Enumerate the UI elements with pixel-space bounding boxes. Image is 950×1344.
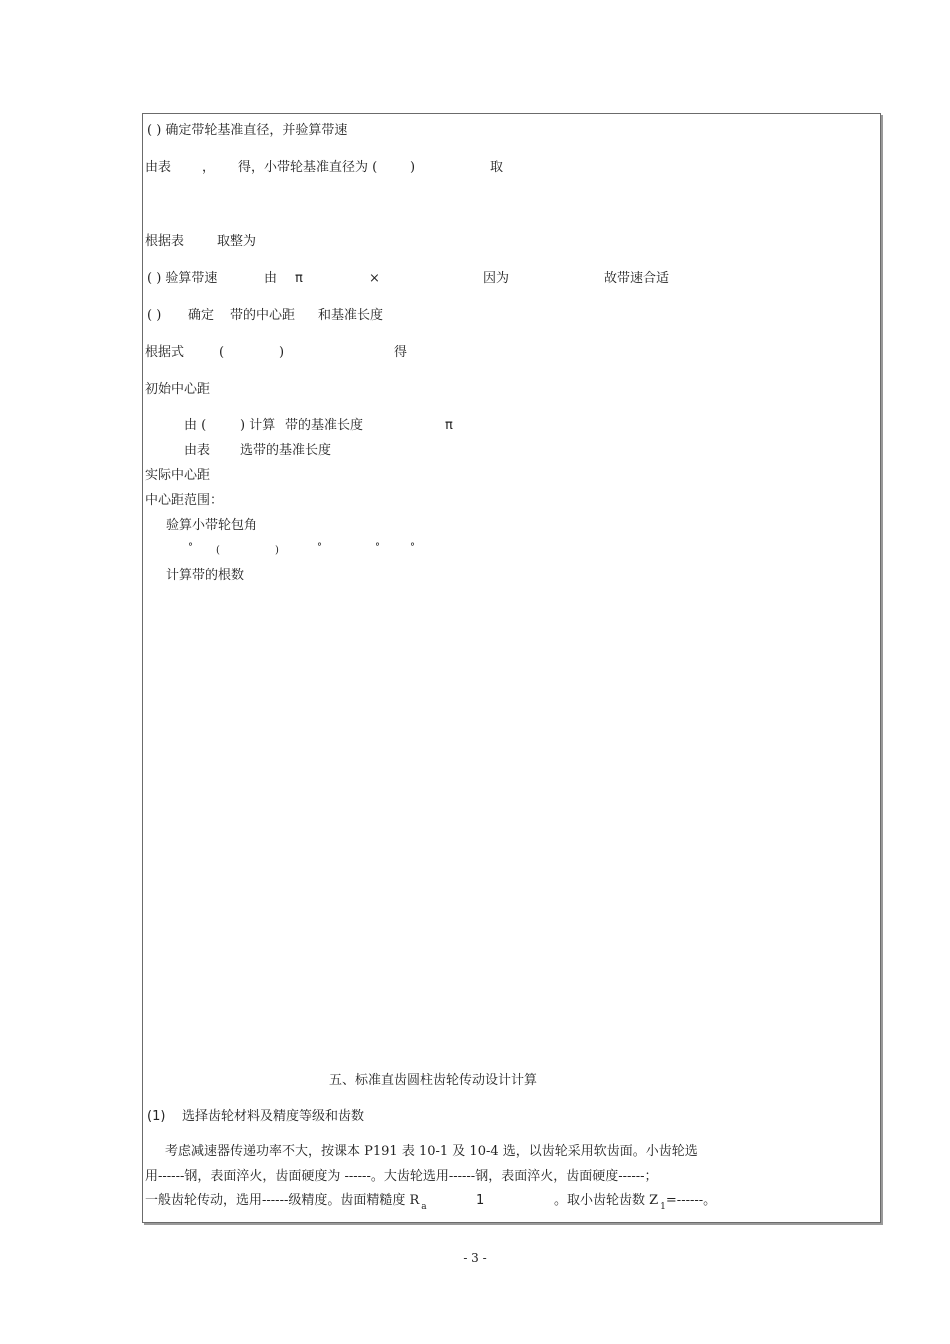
text-by-paren: 由 (: [184, 418, 207, 433]
paragraph-line-3: [145, 1193, 427, 1215]
text-actual-center-distance: 实际中心距: [145, 468, 211, 483]
text-small-pulley-diameter: 得，小带轮基准直径为 (: [238, 160, 378, 175]
roughness-value: 1: [476, 1193, 485, 1208]
symbol-degree: °: [317, 542, 322, 553]
text-determine: 确定: [188, 308, 215, 323]
subsection-number: (1): [147, 1109, 166, 1124]
text-speed-ok: 故带速合适: [604, 271, 670, 286]
text-from-table: 由表: [184, 443, 211, 458]
page-number: - 3 -: [463, 1251, 487, 1265]
symbol-pi: π: [445, 418, 453, 433]
symbol-times: ×: [369, 271, 380, 286]
section-title: 五、标准直齿圆柱齿轮传动设计计算: [329, 1073, 538, 1088]
text-paren-open: (: [219, 345, 225, 360]
paragraph-line-1: 考虑减速器传递功率不大，按课本 P191 表 10-1 及 10-4 选，以齿轮采用软齿面。小齿轮选: [165, 1144, 698, 1159]
text-round-to: 取整为: [217, 234, 257, 249]
text-select-reference-length: 选带的基准长度: [240, 443, 332, 458]
z1-subscript: 1: [660, 1202, 666, 1212]
content-frame: [142, 113, 881, 1223]
text-because: 因为: [483, 271, 510, 286]
text-take: 取: [490, 160, 504, 175]
text-according-table: 根据表: [145, 234, 185, 249]
text-from-table: 由表: [145, 160, 172, 175]
symbol-pi: π: [295, 271, 303, 286]
text-reference-length: 和基准长度: [318, 308, 384, 323]
text-belt-reference-length: 带的基准长度: [285, 418, 364, 433]
text-paren-close: ): [410, 160, 416, 175]
subsection-title: 选择齿轮材料及精度等级和齿数: [182, 1109, 365, 1124]
step-determine-pulley-diameter: ( ) 确定带轮基准直径，并验算带速: [147, 123, 348, 138]
step-verify-belt-speed: ( ) 验算带速: [147, 271, 218, 286]
text-verify-wrap-angle: 验算小带轮包角: [166, 518, 258, 533]
text-get: 得: [394, 345, 408, 360]
pinion-teeth-value: =------。: [665, 1193, 717, 1208]
text-paren-close: ): [279, 345, 285, 360]
text-initial-center-distance: 初始中心距: [145, 382, 211, 397]
step-marker: ( ): [147, 308, 162, 323]
text-by: 由: [264, 271, 278, 286]
symbol-degree: °: [410, 542, 415, 553]
pinion-teeth-text: 。取小齿轮齿数 Z: [554, 1193, 659, 1208]
text-paren-close: ): [275, 545, 279, 556]
symbol-degree: °: [188, 542, 193, 553]
text-center-distance-range: 中心距范围：: [145, 493, 224, 508]
text-calc-belt-count: 计算带的根数: [166, 568, 245, 583]
text-according-formula: 根据式: [145, 345, 185, 360]
text-calculate: ) 计算: [240, 418, 276, 433]
text-belt-center-distance: 带的中心距: [230, 308, 296, 323]
symbol-degree: °: [375, 542, 380, 553]
paragraph-line-3-tail: [554, 1193, 716, 1215]
text-comma: ，: [202, 160, 216, 175]
text-paren-open: (: [216, 545, 220, 556]
roughness-subscript: a: [421, 1202, 427, 1212]
paragraph-line-2: 用------钢，表面淬火，齿面硬度为 ------。大齿轮选用------钢，表面淬火，齿面硬度------；: [145, 1169, 658, 1184]
paragraph-line-3-text: 一般齿轮传动，选用------级精度。齿面精糙度 R: [145, 1193, 420, 1208]
